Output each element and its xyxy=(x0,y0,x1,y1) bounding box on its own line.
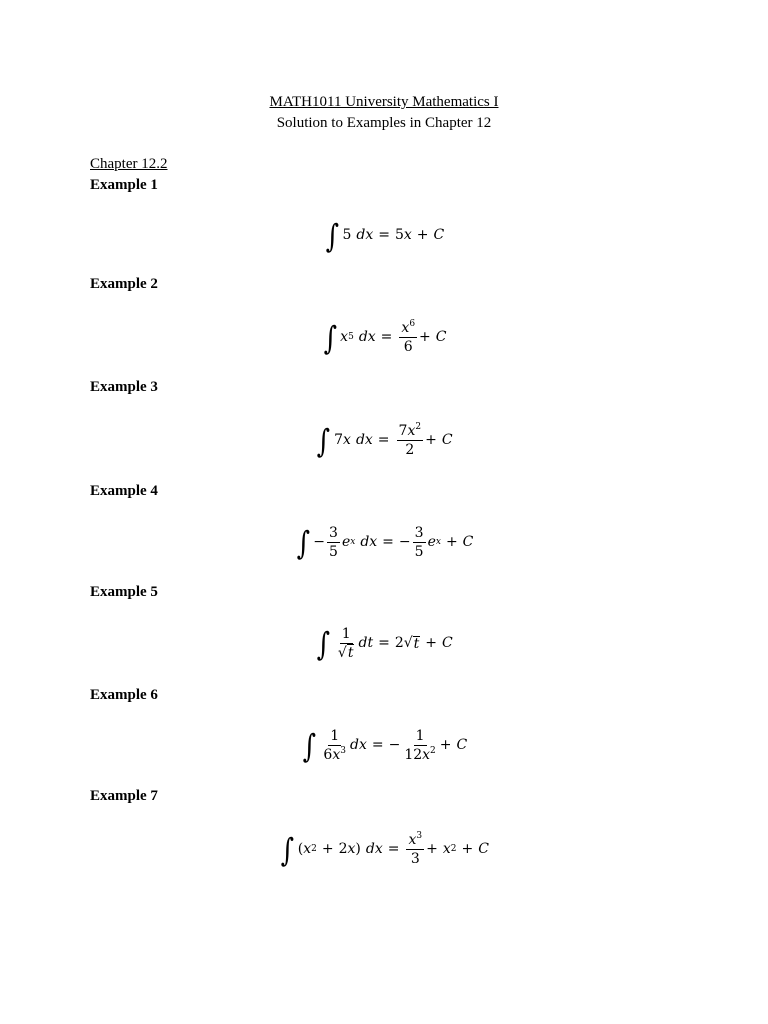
example-2-label: Example 2 xyxy=(90,276,158,292)
example-5-label: Example 5 xyxy=(90,584,158,600)
example-6-equation: ∫ $\frac{1}{6x^3}$ dx = − $\frac{1}{12x^2}$ + C xyxy=(302,727,468,765)
document-title: MATH1011 University Mathematics I xyxy=(269,94,499,110)
document-subtitle: Solution to Examples in Chapter 12 xyxy=(276,115,492,131)
example-7-label: Example 7 xyxy=(90,788,158,804)
example-1-label: Example 1 xyxy=(90,177,158,193)
example-6-label: Example 6 xyxy=(90,687,158,703)
section-heading: Chapter 12.2 xyxy=(90,156,168,172)
example-4-equation: ∫ − $\frac{3}{5}$ e x dx = − $\frac{3}{5}$ e x + C xyxy=(296,524,474,562)
example-2-equation: ∫ x 5 dx = $\frac{x^6}{6}$ + C xyxy=(323,318,447,357)
example-3-equation: ∫ 7 x dx = $\frac{7x^2}{2}$ + C xyxy=(317,421,453,460)
example-3-label: Example 3 xyxy=(90,379,158,395)
example-4-label: Example 4 xyxy=(90,483,158,499)
example-5-equation: ∫ $\frac{1}{√t}$ dt = 2 √ t + C xyxy=(316,625,453,663)
example-1-equation: ∫ 5 dx = 5 x + C xyxy=(325,217,445,255)
example-7-equation: ∫ ( x 2 + 2 x ) dx = $\frac{x^3}{3}$ + x 2 + C xyxy=(280,830,489,869)
